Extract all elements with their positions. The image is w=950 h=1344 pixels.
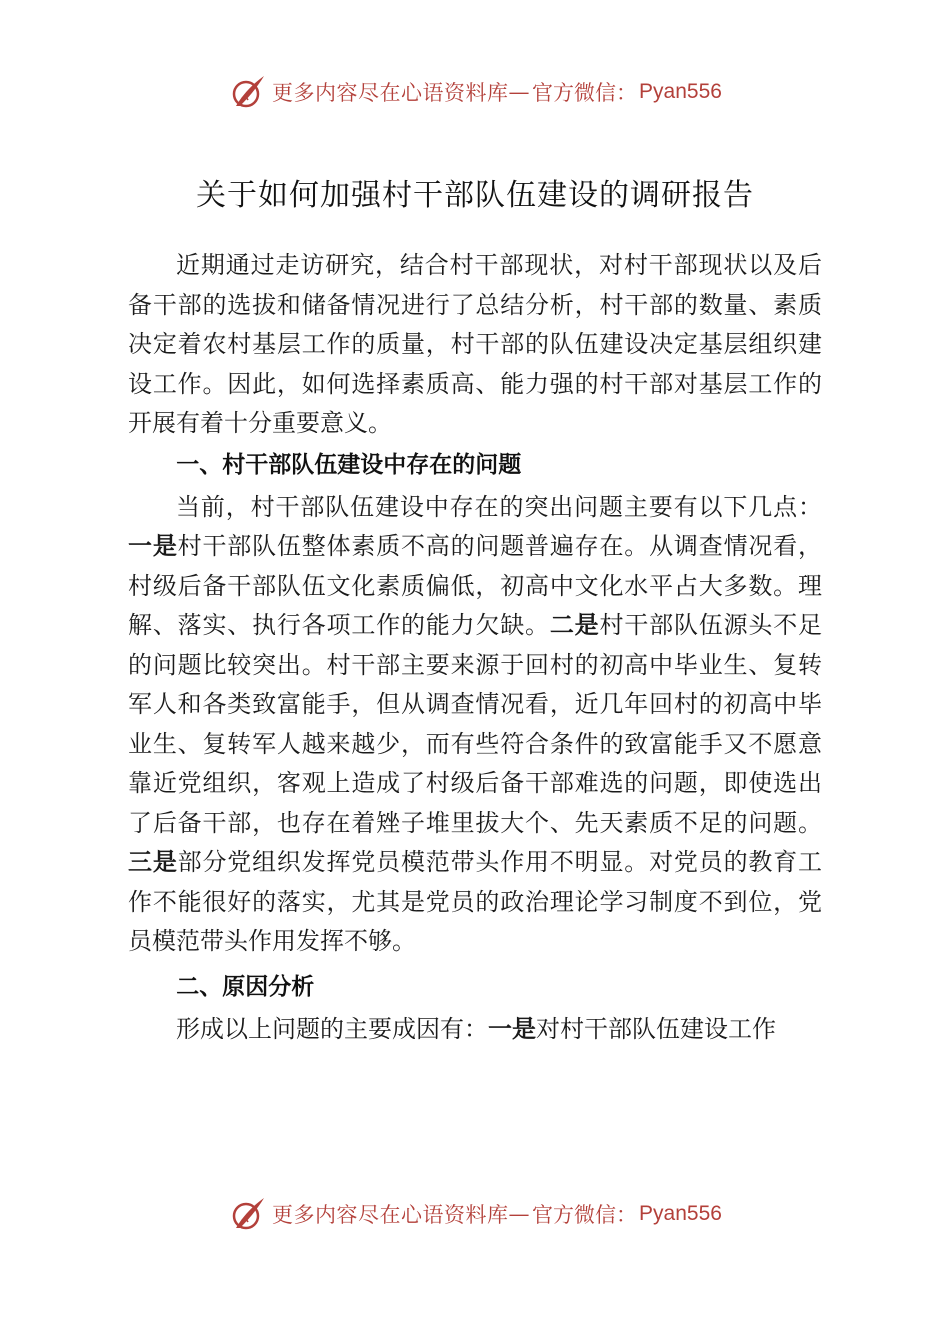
section1-point2-label: 二是 [549, 611, 600, 639]
document-title: 关于如何加强村干部队伍建设的调研报告 [196, 178, 754, 213]
section1-point1-text: 村干部队伍整体素质不高的问题普遍存在。从调查情况看，村级后备干部队伍文化素质偏低，初高中文化水平占大多数。理解、落实、执行各项工作的能力欠缺。 [128, 532, 823, 639]
section2-paragraph [128, 1010, 822, 1050]
intro-paragraph: 近期通过走访研究，结合村干部现状，对村干部现状以及后备干部的选拔和储备情况进行了总结分析，村干部的数量、素质决定着农村基层工作的质量，村干部的队伍建设决定基层组织建设工作。因此，如何选择素质高、能力强的村干部对基层工作的开展有着十分重要意义。 [128, 251, 822, 437]
watermark-brand: 更多内容尽在心语资料库 [272, 81, 509, 105]
section1-point2-text: 村干部队伍源头不足的问题比较突出。村干部主要来源于回村的初高中毕业生、复转军人和各类致富能手，但从调查情况看，近几年回村的初高中毕业生、复转军人越来越少，而有些符合条件的致富能手又不愿意靠近党组织，客观上造成了村级后备干部难选的问题，即使选出了后备干部，也存在着矬子堆里拔大个、先天素质不足的问题。 [128, 611, 823, 837]
document-body [128, 170, 822, 1049]
section1-point3-label: 三是 [128, 848, 178, 876]
watermark-account: Pyan556 [639, 80, 722, 103]
section1-point3-text: 部分党组织发挥党员模范带头作用不明显。对党员的教育工作不能很好的落实，尤其是党员的政治理论学习制度不到位，党员模范带头作用发挥不够。 [128, 848, 823, 955]
section1-heading: 一、村干部队伍建设中存在的问题 [176, 451, 522, 478]
section2-point1-text: 对村干部队伍建设工作 [536, 1014, 776, 1043]
pen-logo-icon [228, 72, 268, 112]
pen-logo-icon [228, 1194, 268, 1234]
section2-heading: 二、原因分析 [176, 973, 315, 1000]
section1-lead: 当前，村干部队伍建设中存在的突出问题主要有以下几点： [176, 492, 822, 521]
watermark-dash: — [508, 1202, 531, 1226]
watermark-banner-bottom [0, 1192, 950, 1236]
watermark-account: Pyan556 [639, 1202, 722, 1225]
watermark-banner-top [0, 70, 950, 114]
section2-lead: 形成以上问题的主要成因有： [176, 1014, 488, 1043]
watermark-wechat-label: 官方微信： [532, 81, 638, 105]
watermark-dash: — [508, 80, 531, 104]
section2-point1-label: 一是 [488, 1014, 536, 1043]
section1-paragraph [128, 488, 822, 962]
watermark-brand: 更多内容尽在心语资料库 [272, 1203, 509, 1227]
section1-point1-label: 一是 [128, 532, 178, 560]
watermark-wechat-label: 官方微信： [532, 1203, 638, 1227]
